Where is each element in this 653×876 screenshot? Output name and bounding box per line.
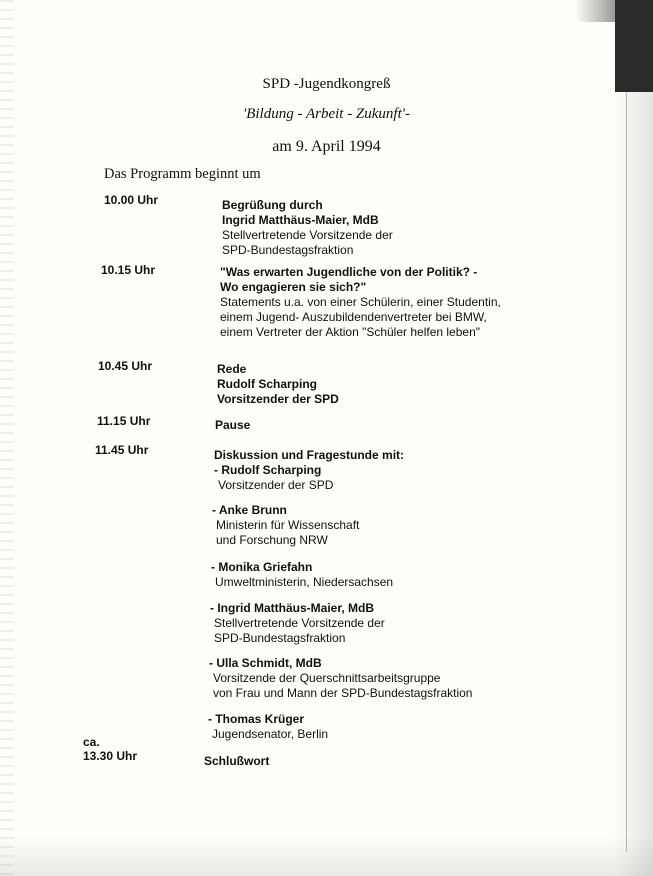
item-line: Statements u.a. von einer Schülerin, einer Studentin,: [220, 295, 501, 309]
participant-name: - Thomas Krüger: [208, 712, 305, 726]
document-theme: 'Bildung - Arbeit - Zukunft'-: [243, 106, 410, 122]
document-title: SPD -Jugendkongreß: [262, 76, 391, 92]
participant-name: - Anke Brunn: [212, 503, 287, 517]
scan-shadow: [575, 0, 615, 22]
schedule-time: 10.45 Uhr: [98, 359, 153, 373]
schedule-time: 11.45 Uhr: [95, 443, 149, 457]
schedule-item: [204, 754, 269, 769]
participant-role: Ministerin für Wissenschaft: [216, 518, 360, 532]
item-line: Schlußwort: [204, 754, 270, 768]
participant: [210, 601, 385, 646]
item-line: Begrüßung durch: [222, 198, 323, 212]
participant: [211, 560, 393, 590]
schedule-item: [215, 418, 250, 433]
participant-name: - Monika Griefahn: [211, 560, 313, 574]
schedule-time: 11.15 Uhr: [97, 414, 151, 428]
participant-role: und Forschung NRW: [216, 533, 328, 547]
participant: [212, 503, 359, 548]
schedule-time: 10.00 Uhr: [104, 193, 159, 207]
participant-role: SPD-Bundestagsfraktion: [214, 631, 346, 645]
item-line: SPD-Bundestagsfraktion: [222, 243, 354, 257]
document-date: am 9. April 1994: [272, 138, 381, 155]
schedule-time: 13.30 Uhr: [83, 749, 138, 763]
scan-edge-right: [613, 0, 653, 876]
participant-role: Vorsitzender der SPD: [218, 478, 334, 492]
participant-role: Jugendsenator, Berlin: [212, 727, 329, 741]
participant: [209, 656, 472, 701]
item-line: Vorsitzender der SPD: [217, 392, 339, 406]
discussion-heading-block: [214, 448, 404, 493]
participant-role: Umweltministerin, Niedersachsen: [215, 575, 394, 589]
participant-role: Stellvertretende Vorsitzende der: [214, 616, 385, 630]
participant-name: - Rudolf Scharping: [214, 463, 322, 477]
scan-edge-bottom: [0, 836, 653, 876]
item-line: Rudolf Scharping: [217, 377, 317, 391]
schedule-item: [217, 362, 339, 407]
participant-name: - Ulla Schmidt, MdB: [209, 656, 322, 670]
discussion-heading: Diskussion und Fragestunde mit:: [214, 448, 405, 462]
participant-role: Vorsitzende der Querschnittsarbeitsgruppe: [213, 671, 441, 685]
schedule-item: [222, 198, 393, 258]
item-line: Stellvertretende Vorsitzende der: [222, 228, 393, 242]
item-line: einem Jugend- Auszubildendenvertreter bei BMW,: [220, 310, 487, 324]
item-line: Ingrid Matthäus-Maier, MdB: [222, 213, 379, 227]
participant-role: von Frau und Mann der SPD-Bundestagsfraktion: [213, 686, 473, 700]
program-intro: Das Programm beginnt um: [104, 166, 261, 182]
item-line: Wo engagieren sie sich?": [220, 280, 367, 294]
item-line: Pause: [215, 418, 251, 432]
item-line: "Was erwarten Jugendliche von der Politik? -: [220, 265, 478, 279]
participant-name: - Ingrid Matthäus-Maier, MdB: [210, 601, 375, 615]
participant: [208, 712, 328, 742]
scan-edge-left: [0, 0, 14, 876]
schedule-item: [220, 265, 501, 340]
item-line: Rede: [217, 362, 247, 376]
schedule-time: 10.15 Uhr: [101, 263, 156, 277]
item-line: einem Vertreter der Aktion "Schüler helfen leben": [220, 325, 481, 339]
schedule-time-prefix: ca.: [83, 735, 100, 749]
scan-fold-line: [626, 92, 627, 852]
